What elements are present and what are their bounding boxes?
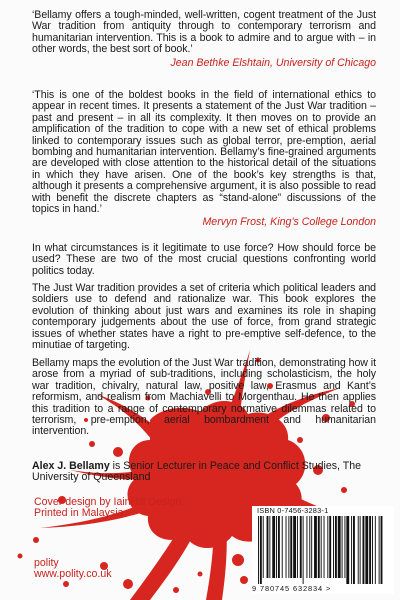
cover-design-credit: Cover design by IainHill Design xyxy=(34,496,182,508)
review-quote-text: ‘This is one of the boldest books in the field of international ethics to appear in recent times. It presents a statement of the Just War tradition – past and present – in all its complexity. It then moves on to provide an amplification of the tradition to cope with a new set of ethical problems linked to contemporary issues such as global terror, pre-emption, aerial bombing and humanitarian intervention. Bellamy’s fine-grained arguments are developed with close attention to the historical detail of the situations in which they have arisen. One of the book’s key strengths is that, although it presents a comprehensive argument, it is also possible to read with benefit the discrete chapters as “stand-alone” discussions of the topics in hand.’ xyxy=(32,89,376,216)
review-attribution: Mervyn Frost, King’s College London xyxy=(202,216,376,229)
blurb-paragraph-3: Bellamy maps the evolution of the Just War tradition, demonstrating how it arose from a myriad of sub-traditions, including scholasticism, the holy war tradition, chivalry, natural law, positive law, Erasmus and Kant’s reformism, and realism from Machiavelli to Morgenthau. He then applies this tradition to a range of contemporary normative dilemmas related to terrorism, pre-emption, aerial bombardment and humanitarian intervention. xyxy=(32,357,376,438)
review-quote-text: ‘Bellamy offers a tough-minded, well-written, cogent treatment of the Just War tradition from antiquity through to contemporary terrorism and humanitarian intervention. This is a book to admire and to argue with – in other words, the best sort of book.’ xyxy=(32,9,376,56)
blurb-paragraph-1: In what circumstances is it legitimate to use force? How should force be used? These are two of the most crucial questions confronting world politics today. xyxy=(32,242,376,277)
review-quote-2 xyxy=(32,90,376,228)
barcode-digits: 9 780745 632834 > xyxy=(252,584,332,593)
author-bio-text: is Senior Lecturer in Peace and Conflict Studies, The University of Queensland xyxy=(32,460,361,484)
publisher-url: www.polity.co.uk xyxy=(34,568,112,581)
publisher-info xyxy=(34,558,112,580)
barcode-icon xyxy=(256,516,388,584)
review-attribution: Jean Bethke Elshtain, University of Chicago xyxy=(170,56,376,69)
author-bio xyxy=(32,461,376,484)
blurb-paragraph-2: The Just War tradition provides a set of criteria which political leaders and soldiers use to defend and rationalize war. This book explores the evolution of thinking about just wars and examines its role in shaping contemporary judgements about the use of force, from grand strategic issues of whether states have a right to pre-emptive self-defence, to the minutiae of targeting. xyxy=(32,282,376,352)
printed-in-credit: Printed in Malaysia xyxy=(34,507,124,520)
isbn-label: ISBN 0-7456-3283-1 xyxy=(257,506,329,515)
publisher-name: polity xyxy=(34,557,59,569)
production-credits xyxy=(34,497,181,520)
review-quote-1 xyxy=(32,10,376,69)
author-name: Alex J. Bellamy xyxy=(32,460,110,472)
